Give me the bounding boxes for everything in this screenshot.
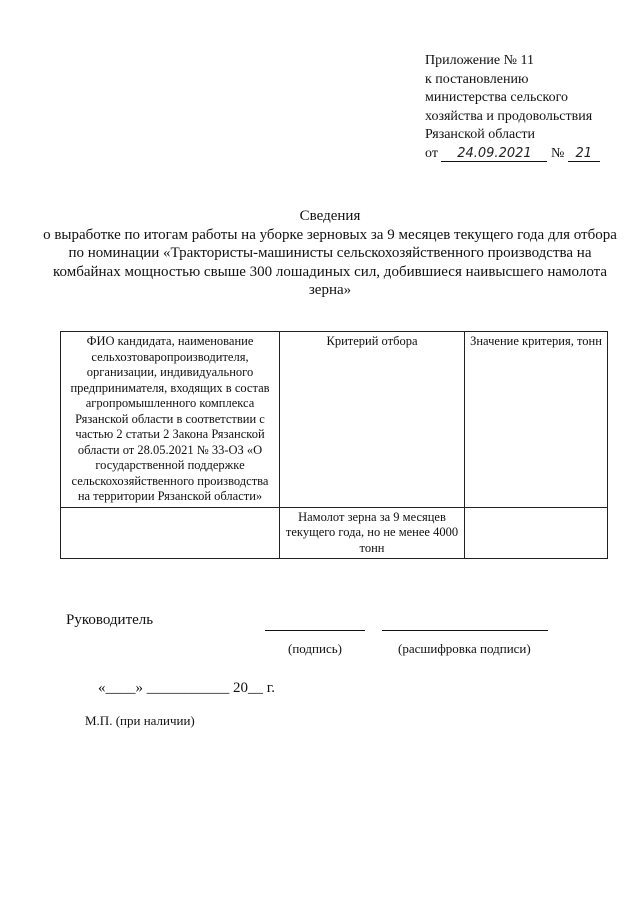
table-cell-criterion: Намолот зерна за 9 месяцев текущего года, но не менее 4000 тонн — [280, 507, 465, 559]
header-cell-candidate: ФИО кандидата, наименование сельхозтоваропроизводителя, организации, индивидуального предпринимателя, входящих в состав агропромышленного комплекса Рязанской области в соответствии с частью 2 статьи 2 Закона Рязанской области от 28.05.2021 № 33-ОЗ «О государственной поддержке сельскохозяйственного производства на территории Рязанской области» — [61, 332, 280, 508]
stamp-note: М.П. (при наличии) — [85, 713, 195, 728]
table-cell — [465, 507, 608, 559]
table-row — [61, 507, 608, 559]
appendix-date-line — [425, 145, 635, 164]
number-label: № — [550, 145, 565, 161]
signature-decode-line — [382, 630, 548, 631]
appendix-line: хозяйства и продовольствия — [425, 108, 593, 124]
header-cell-value: Значение критерия, тонн — [465, 332, 608, 508]
heading-title: Сведения — [299, 208, 361, 224]
date-line: «____» ___________ 20__ г. — [98, 680, 275, 696]
signature-label: Руководитель — [66, 612, 154, 628]
appendix-line: министерства сельского — [425, 90, 569, 105]
criteria-table — [60, 331, 608, 559]
appendix-block — [425, 52, 635, 163]
heading-body: о выработке по итогам работы на уборке зерновых за 9 месяцев текущего года для отбора по номинации «Трактористы-машинисты сельскохозяйственного производства на комбайнах мощностью свыше 300 лошадиных сил, добившиеся наивысшего намолота зерна» — [43, 226, 617, 298]
header-cell-criterion: Критерий отбора — [280, 332, 465, 508]
signature-decode-caption: (расшифровка подписи) — [398, 641, 531, 656]
appendix-line: Рязанской области — [425, 127, 536, 142]
date-prefix: от — [425, 145, 438, 161]
handwritten-date: 24.09.2021 — [441, 146, 547, 162]
table-cell — [61, 507, 280, 559]
table-header-row — [61, 332, 608, 508]
signature-line — [265, 630, 365, 631]
appendix-line: к постановлению — [425, 71, 529, 87]
signature-caption: (подпись) — [288, 641, 342, 656]
handwritten-number: 21 — [568, 146, 600, 162]
appendix-line: Приложение № 11 — [425, 53, 534, 68]
document-heading — [40, 207, 620, 300]
